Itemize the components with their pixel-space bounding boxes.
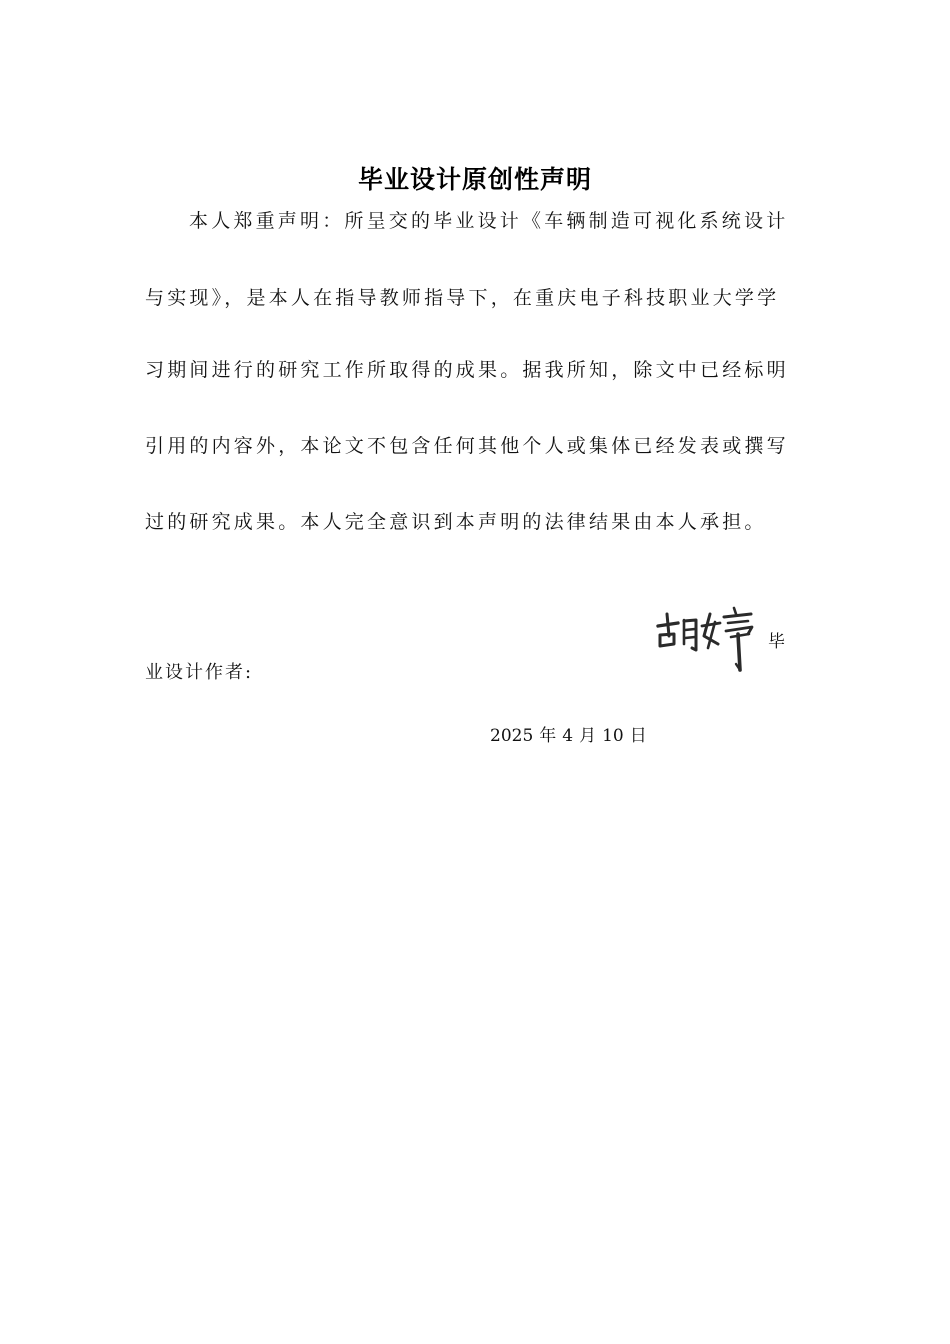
date-year-unit: 年 [539,726,557,746]
paragraph-line: 习期间进行的研究工作所取得的成果。据我所知，除文中已经标明 [145,359,789,381]
declaration-date [490,721,653,746]
paragraph-line: 与实现》，是本人在指导教师指导下，在重庆电子科技职业大学学 [145,287,780,309]
date-month-unit: 月 [579,726,597,746]
paragraph-line: 本人郑重声明：所呈交的毕业设计《车辆制造可视化系统设计 [189,210,789,232]
handwritten-signature [652,604,767,676]
author-label: 业设计作者: [145,662,254,683]
date-day: 10 [602,726,624,746]
paragraph-line: 引用的内容外，本论文不包含任何其他个人或集体已经发表或撰写 [145,435,789,457]
date-year: 2025 [490,726,534,746]
page-title: 毕业设计原创性声明 [357,165,592,194]
date-day-unit: 日 [629,726,647,746]
paragraph-line: 过的研究成果。本人完全意识到本声明的法律结果由本人承担。 [145,511,767,533]
date-month: 4 [562,726,574,746]
author-label-prefix: 毕 [768,632,785,652]
